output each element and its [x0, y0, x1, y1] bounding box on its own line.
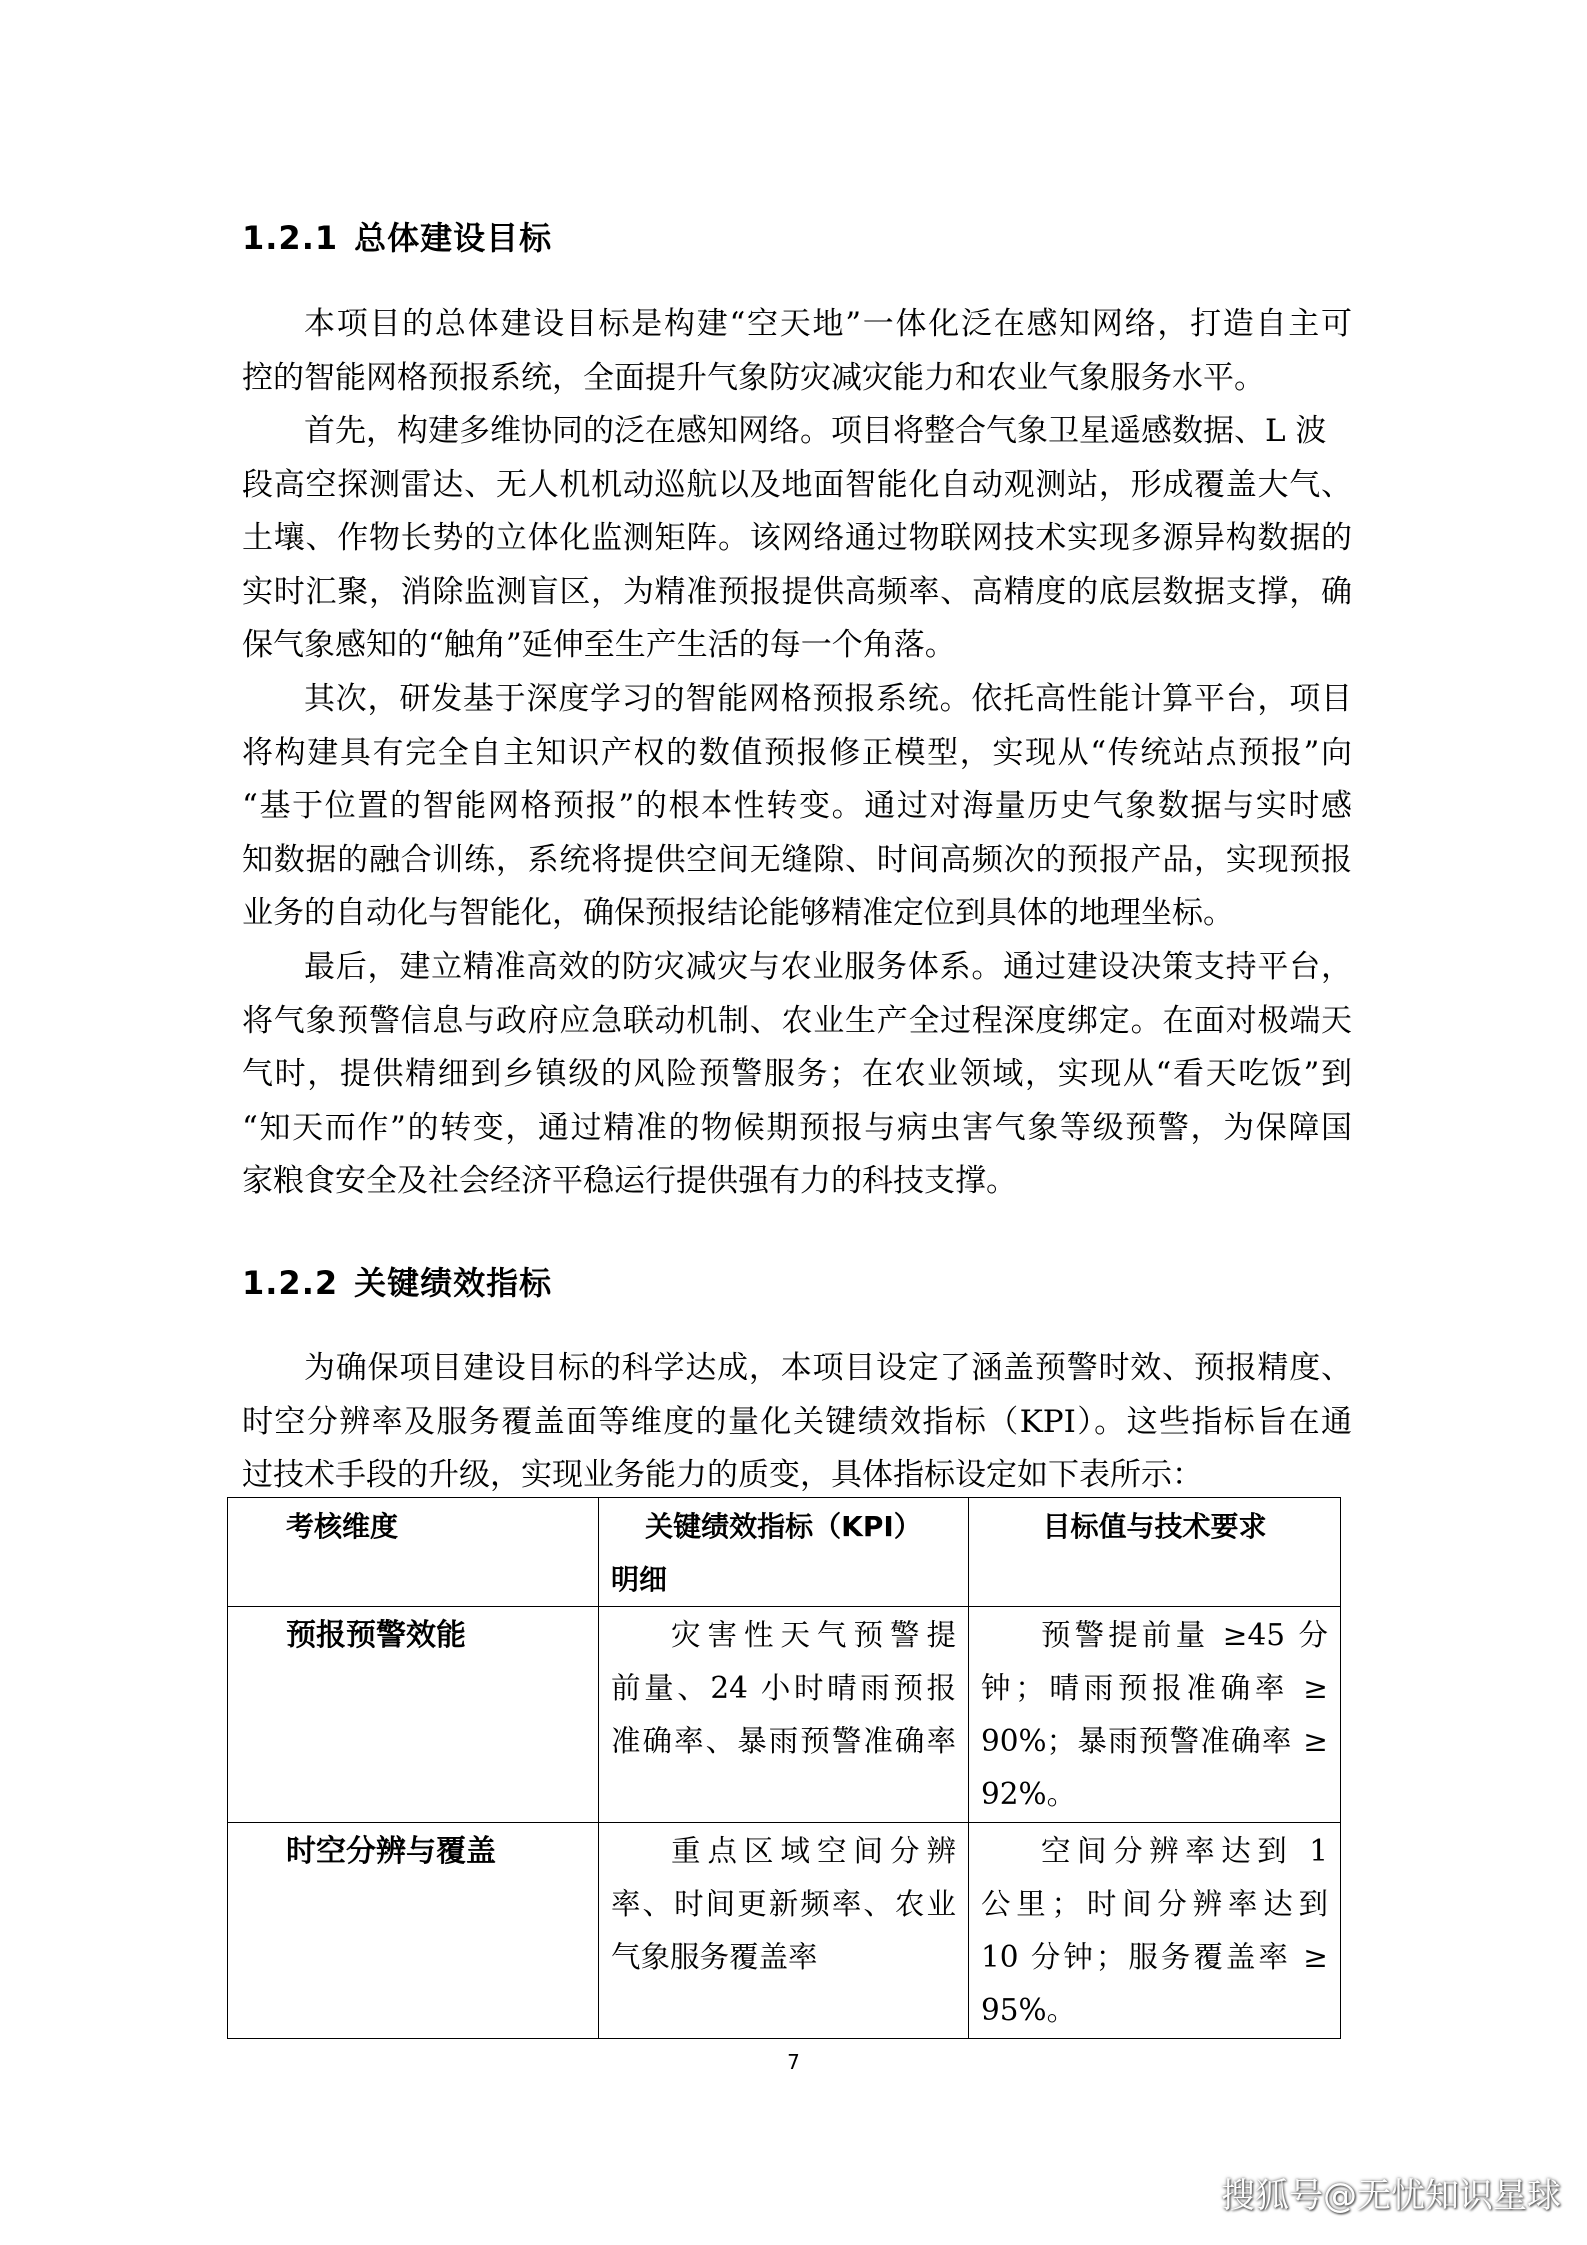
text-line: 土壤、作物长势的立体化监测矩阵。该网络通过物联网技术实现多源异构数据的	[242, 520, 1352, 556]
cell-line: 92%。	[981, 1777, 1077, 1811]
text-line: “知天而作”的转变，通过精准的物候期预报与病虫害气象等级预警，为保障国	[242, 1109, 1352, 1146]
cell-line: 公里；时间分辨率达到	[981, 1887, 1328, 1921]
section-heading-1-2-1	[242, 213, 552, 259]
text-line: 段高空探测雷达、无人机机动巡航以及地面智能化自动观测站，形成覆盖大气、	[242, 466, 1352, 503]
cell-line: 90%；暴雨预警准确率 ≥	[981, 1724, 1328, 1758]
table-header-row	[228, 1498, 1341, 1607]
text-line: “基于位置的智能网格预报”的根本性转变。通过对海量历史气象数据与实时感	[242, 788, 1352, 824]
table-row	[228, 1823, 1341, 2039]
kpi-cell	[599, 1607, 969, 1823]
target-cell	[969, 1607, 1341, 1823]
dimension-cell: 时空分辨与覆盖	[228, 1823, 599, 2039]
text-line: 为确保项目建设目标的科学达成，本项目设定了涵盖预警时效、预报精度、	[304, 1350, 1352, 1386]
header-kpi-line: 明细	[611, 1563, 668, 1596]
page-number: 7	[787, 2050, 800, 2074]
paragraph	[242, 405, 1352, 673]
cell-line: 重点区域空间分辨	[671, 1834, 956, 1868]
text-line: 业务的自动化与智能化，确保预报结论能够精准定位到具体的地理坐标。	[242, 895, 1234, 931]
text-line: 首先，构建多维协同的泛在感知网络。项目将整合气象卫星遥感数据、L 波	[304, 413, 1327, 449]
text-line: 将构建具有完全自主知识产权的数值预报修正模型，实现从“传统站点预报”向	[242, 734, 1352, 771]
text-line: 气时，提供精细到乡镇级的风险预警服务；在农业领域，实现从“看天吃饭”到	[242, 1056, 1352, 1092]
cell-line: 灾害性天气预警提	[671, 1618, 956, 1652]
cell-line: 气象服务覆盖率	[611, 1940, 818, 1974]
paragraph	[242, 1342, 1352, 1503]
kpi-table	[227, 1497, 1341, 2039]
header-target: 目标值与技术要求	[969, 1498, 1341, 1607]
kpi-cell	[599, 1823, 969, 2039]
text-line: 最后，建立精准高效的防灾减灾与农业服务体系。通过建设决策支持平台，	[304, 949, 1352, 985]
text-line: 家粮食安全及社会经济平稳运行提供强有力的科技支撑。	[242, 1163, 1017, 1199]
target-cell	[969, 1823, 1341, 2039]
header-kpi-line: 关键绩效指标（KPI）	[645, 1510, 922, 1543]
section-number: 1.2.2	[242, 1264, 339, 1302]
cell-line: 空间分辨率达到 1	[1041, 1834, 1328, 1868]
section-title: 关键绩效指标	[354, 1264, 553, 1302]
text-line: 将气象预警信息与政府应急联动机制、农业生产全过程深度绑定。在面对极端天	[242, 1002, 1352, 1039]
dimension-cell: 预报预警效能	[228, 1607, 599, 1823]
cell-line: 10 分钟；服务覆盖率 ≥	[981, 1940, 1328, 1974]
watermark: 搜狐号@无忧知识星球	[1221, 2176, 1561, 2216]
text-line: 知数据的融合训练，系统将提供空间无缝隙、时间高频次的预报产品，实现预报	[242, 841, 1352, 878]
header-kpi	[599, 1498, 969, 1607]
text-line: 时空分辨率及服务覆盖面等维度的量化关键绩效指标（KPI）。这些指标旨在通	[242, 1403, 1352, 1440]
section-title: 总体建设目标	[354, 219, 553, 257]
section-number: 1.2.1	[242, 219, 339, 257]
section-heading-1-2-2	[242, 1258, 552, 1304]
cell-line: 95%。	[981, 1993, 1077, 2027]
cell-line: 准确率、暴雨预警准确率	[611, 1724, 956, 1758]
header-dimension: 考核维度	[228, 1498, 599, 1607]
text-line: 实时汇聚，消除监测盲区，为精准预报提供高频率、高精度的底层数据支撑，确	[242, 573, 1352, 610]
cell-line: 钟；晴雨预报准确率 ≥	[981, 1671, 1328, 1705]
cell-line: 预警提前量 ≥45 分	[1041, 1618, 1328, 1652]
paragraph	[242, 298, 1352, 405]
text-line: 其次，研发基于深度学习的智能网格预报系统。依托高性能计算平台，项目	[304, 681, 1352, 717]
cell-line: 率、时间更新频率、农业	[611, 1887, 956, 1921]
paragraph	[242, 941, 1352, 1209]
paragraph	[242, 673, 1352, 941]
text-line: 控的智能网格预报系统，全面提升气象防灾减灾能力和农业气象服务水平。	[242, 359, 1265, 396]
text-line: 过技术手段的升级，实现业务能力的质变，具体指标设定如下表所示：	[242, 1457, 1203, 1493]
text-line: 本项目的总体建设目标是构建“空天地”一体化泛在感知网络，打造自主可	[304, 306, 1352, 342]
table-row	[228, 1607, 1341, 1823]
cell-line: 前量、24 小时晴雨预报	[611, 1671, 956, 1705]
text-line: 保气象感知的“触角”延伸至生产生活的每一个角落。	[242, 627, 956, 663]
